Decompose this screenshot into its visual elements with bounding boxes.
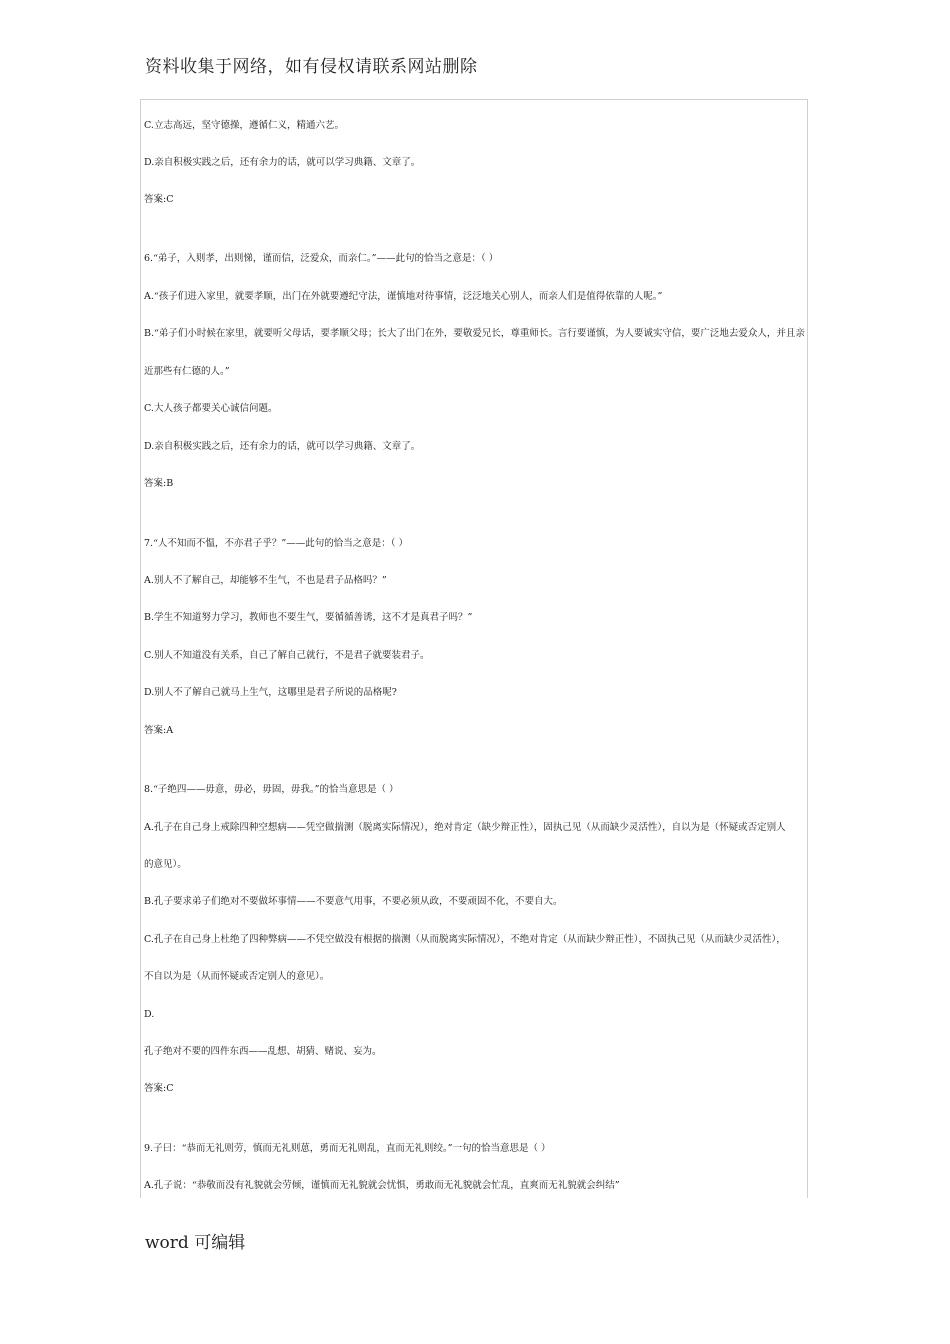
option-b-q6: B.“弟子们小时候在家里，就要听父母话，要孝顺父母；长大了出门在外，要敬爱兄长，尊重师长。言行要谨慎，为人要诚实守信，要广泛地去爱众人，并且亲	[144, 328, 805, 339]
question-8: 8.“子绝四——毋意，毋必，毋固，毋我。”的恰当意思是（ ）	[144, 784, 399, 795]
option-c-q5: C.立志高远，坚守德操，遵循仁义，精通六艺。	[144, 120, 344, 131]
answer-q8: 答案:C	[144, 1083, 174, 1094]
option-d-q8: D.	[144, 1009, 155, 1020]
page-footer: word 可编辑	[145, 1233, 246, 1253]
option-c-q7: C.别人不知道没有关系，自己了解自己就行，不是君子就要装君子。	[144, 650, 430, 661]
option-c-q6: C.大人孩子都要关心诚信问题。	[144, 403, 278, 414]
option-d-q8-text: 孔子绝对不要的四件东西——乱想、胡猜、赌说、妄为。	[144, 1046, 382, 1057]
answer-q5: 答案:C	[144, 194, 174, 205]
question-9: 9.子曰：“恭而无礼则劳，慎而无礼则葸，勇而无礼则乱，直而无礼则绞。”一句的恰当意思是（ ）	[144, 1143, 551, 1154]
question-6: 6.“弟子，入则孝，出则悌，谨而信，泛爱众，而亲仁。”——此句的恰当之意是：（ ）	[144, 253, 499, 264]
option-a-q8: A.孔子在自己身上戒除四种空想病——凭空做揣测（脱离实际情况），绝对肯定（缺少辩正性），固执己见（从而缺少灵活性），自以为是（怀疑或否定别人	[144, 822, 786, 833]
page-header: 资料收集于网络，如有侵权请联系网站删除	[145, 57, 478, 77]
option-a-q8-cont: 的意见）。	[144, 859, 187, 870]
option-d-q5: D.亲自积极实践之后，还有余力的话，就可以学习典籍、文章了。	[144, 157, 421, 168]
option-a-q9: A.孔子说：“恭敬而没有礼貌就会劳倾，谨慎而无礼貌就会忧惧，勇敢而无礼貌就会忙乱，直爽而无礼貌就会纠结”	[144, 1180, 620, 1191]
option-a-q6: A.“孩子们进入家里，就要孝顺，出门在外就要遵纪守法，谨慎地对待事情，泛泛地关心别人，而亲人们是值得依靠的人呢。”	[144, 291, 663, 302]
option-b-q7: B.学生不知道努力学习，教师也不要生气，要循循善诱，这不才是真君子吗？”	[144, 612, 473, 623]
option-d-q6: D.亲自积极实践之后，还有余力的话，就可以学习典籍、文章了。	[144, 441, 421, 452]
answer-q6: 答案:B	[144, 478, 174, 489]
option-c-q8: C.孔子在自己身上杜绝了四种弊病——不凭空做没有根据的揣测（从而脱离实际情况），不绝对肯定（从而缺少辩正性），不固执己见（从而缺少灵活性），	[144, 934, 786, 945]
option-c-q8-cont: 不自以为是（从而怀疑或否定别人的意见）。	[144, 971, 330, 982]
answer-q7: 答案:A	[144, 725, 174, 736]
option-d-q7: D.别人不了解自己就马上生气，这哪里是君子所说的品格呢?	[144, 687, 397, 698]
option-b-q6-cont: 近那些有仁德的人。”	[144, 366, 230, 377]
option-b-q8: B.孔子要求弟子们绝对不要做坏事情——不要意气用事，不要必须从政，不要顽固不化，不要自大。	[144, 896, 563, 907]
option-a-q7: A.别人不了解自己，却能够不生气，不也是君子品格吗？”	[144, 575, 387, 586]
question-7: 7.“人不知而不愠，不亦君子乎？”——此句的恰当之意是：（ ）	[144, 538, 409, 549]
